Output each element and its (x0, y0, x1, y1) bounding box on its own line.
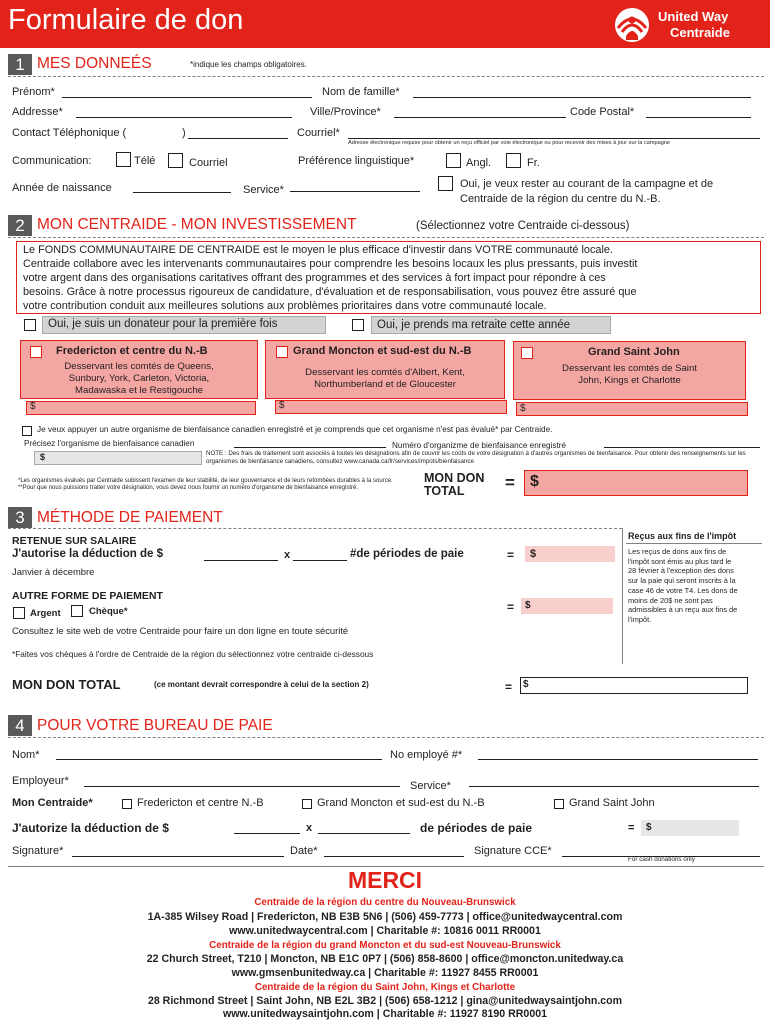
fonds-para-line-3: votre argent dans des organisations caritatives offrant des programmes et des services à fort impact pour répondre à ces (23, 272, 606, 284)
signature-label: Signature* (12, 845, 64, 857)
courriel-note: Adresse électronique requise pour obtenir un reçu officiel par voie électronique ou pour recevoir des mises à jour sur la campagne (348, 140, 671, 146)
united-way-logo-icon (612, 6, 652, 44)
office-2-name: Centraide de la région du grand Moncton et du sud-est Nouveau-Brunswick (209, 940, 561, 951)
mon-don-total-box[interactable] (520, 677, 748, 694)
section-3-number: 3 (8, 507, 32, 528)
autorize-periodes-label: de périodes de paie (420, 821, 533, 835)
ville-label: Ville/Province* (310, 106, 381, 118)
recus-divider (626, 543, 762, 544)
section-4-title: POUR VOTRE BUREAU DE PAIE (37, 717, 273, 734)
tele-label: Télé (134, 155, 156, 167)
autorize-label: J'autorize la déduction de $ (12, 821, 169, 835)
region-moncton-checkbox[interactable] (276, 346, 288, 358)
consultez-label: Consultez le site web de votre Centraide pour faire un don ligne en toute sécurité (12, 625, 349, 636)
annee-field[interactable] (133, 192, 231, 193)
retraite-label: Oui, je prends ma retraite cette année (377, 319, 571, 331)
prenom-field[interactable] (62, 97, 312, 98)
fonds-paragraph-box (16, 241, 761, 314)
autorize-total-box[interactable] (641, 820, 739, 836)
office-2-line1: 22 Church Street, T210 | Moncton, NB E1C 0P7 | (506) 858-8600 | office@moncton.unitedway.ca (146, 953, 624, 965)
opt1-checkbox[interactable] (122, 799, 132, 809)
section-1-number: 1 (8, 54, 32, 75)
contact-label: Contact Téléphonique ( (12, 127, 127, 139)
region-saint-john-name: Grand Saint John (588, 346, 680, 358)
autorize-equals: = (628, 822, 635, 834)
section-3-divider (8, 528, 622, 529)
courriel-label: Courriel* (297, 127, 340, 139)
signature-field[interactable] (72, 856, 284, 857)
adresse-field[interactable] (76, 117, 292, 118)
rester-label-2: Centraide de la région du centre du N.-B. (460, 193, 661, 205)
opt3-checkbox[interactable] (554, 799, 564, 809)
section-4-number: 4 (8, 715, 32, 736)
rester-checkbox[interactable] (438, 176, 453, 191)
recus-line-4: sur la paie qui seront inscrits à la (628, 576, 736, 586)
adresse-label: Addresse* (12, 106, 63, 118)
office-3-line1: 28 Richmond Street | Saint John, NB E2L 3B2 | (506) 658-1212 | gina@unitedwaysaintjohn.com (147, 995, 623, 1007)
region-moncton-dollar: $ (279, 400, 285, 411)
total-label-1: MON DON (424, 471, 485, 485)
premiere-fois-label: Oui, je suis un donateur pour la première fois (48, 318, 278, 330)
mon-don-total-note: (ce montant devrait correspondre à celui de la section 2) (154, 680, 369, 689)
mon-don-total-dollar: $ (523, 679, 529, 690)
office-3-line2: www.unitedwaysaintjohn.com | Charitable #: 11927 8190 RR0001 (222, 1008, 548, 1020)
recus-line-1: Les reçus de dons aux fins de (628, 547, 727, 556)
office-3-name: Centraide de la région du Saint John, Kings et Charlotte (254, 982, 516, 993)
mon-don-total-label: MON DON TOTAL (12, 677, 121, 692)
courriel-checkbox[interactable] (168, 153, 183, 168)
region-fredericton-amount[interactable] (26, 401, 256, 415)
code-postal-field[interactable] (646, 117, 751, 118)
merci-title: MERCI (347, 867, 423, 893)
region-saint-john-desc-1: Desservant les comtés de Saint (562, 363, 697, 374)
mon-centraide-label: Mon Centraide* (12, 797, 93, 809)
region-fredericton-name: Fredericton et centre du N.-B (56, 345, 208, 357)
total-amount-box[interactable] (524, 470, 748, 496)
recus-text (628, 547, 762, 625)
opt1-label: Fredericton et centre N.-B (137, 797, 264, 809)
numero-label: Numéro d'organizme de bienfaisance enregistré (392, 441, 567, 450)
nom-famille-label: Nom de famille* (322, 86, 400, 98)
region-moncton-desc-1: Desservant les comtés d'Albert, Kent, (305, 367, 465, 378)
autre-equals: = (507, 600, 515, 614)
communication-label: Communication: (12, 155, 92, 167)
autre-forme-title: AUTRE FORME DE PAIEMENT (12, 590, 163, 602)
nom-field[interactable] (56, 759, 382, 760)
mon-don-total-equals: = (505, 680, 513, 694)
recus-line-6: moins de 20$ ne sont pas (628, 595, 713, 605)
service-label: Service* (243, 184, 284, 196)
office-1-name: Centraide de la région du centre du Nouveau-Brunswick (254, 897, 516, 908)
autorize-dollar: $ (646, 822, 652, 833)
section-2-title: MON CENTRAIDE - MON INVESTISSEMENT (37, 216, 357, 233)
fonds-para-line-5: votre contribution conduit aux meilleures solutions aux problèmes prioritaires dans votre communauté locale. (23, 300, 547, 312)
prenom-label: Prénom* (12, 86, 55, 98)
footnote-evalues: *Les organismes évalués par Centraide subissent l'examen de leur stabilité, de leur gouvernance et de leurs retombées durables à la source. **Pour que nous puissions traiter votre désignation, vous devez nous fournir un numéro d'organisme de bienfaisance enregistré. (18, 478, 393, 492)
cheque-label: Chèque* (89, 606, 128, 617)
autorize-x: x (306, 822, 313, 834)
autre-org-checkbox[interactable] (22, 426, 32, 436)
periodes-field[interactable] (293, 560, 347, 561)
argent-label: Argent (30, 608, 61, 619)
total-equals: = (505, 473, 515, 492)
region-fredericton-dollar: $ (30, 401, 36, 412)
region-moncton-amount[interactable] (275, 400, 507, 414)
courriel-field[interactable] (348, 138, 760, 139)
janvier-label: Janvier à décembre (12, 566, 95, 577)
service-4-field[interactable] (469, 786, 759, 787)
required-note: *indique les champs obligatoires. (190, 60, 307, 69)
retraite-checkbox[interactable] (352, 319, 364, 331)
region-moncton-desc-2: Northumberland et de Gloucester (314, 379, 456, 390)
premiere-fois-checkbox[interactable] (24, 319, 36, 331)
autre-dollar: $ (525, 600, 531, 611)
numero-field[interactable] (604, 447, 760, 448)
fonds-para-line-4: besoins. Grâce à notre processus rigoureux de candidature, d'évaluation et de responsabilisation, vous pouvez être assuré que (23, 286, 637, 298)
region-fredericton-desc-1: Desservant les comtés de Queens, (64, 361, 214, 372)
cheque-checkbox[interactable] (71, 605, 83, 617)
section-4-divider (8, 737, 764, 738)
total-dollar: $ (530, 473, 539, 490)
date-label: Date* (290, 845, 318, 857)
region-saint-john-amount[interactable] (516, 402, 748, 416)
section-1-divider (8, 76, 764, 77)
united-way-logo (612, 6, 762, 44)
no-employe-label: No employé #* (390, 749, 463, 761)
argent-checkbox[interactable] (13, 607, 25, 619)
retenue-total-box[interactable] (525, 546, 615, 562)
region-saint-john-dollar: $ (520, 403, 526, 414)
ville-field[interactable] (394, 117, 566, 118)
form-title: Formulaire de don (8, 4, 244, 36)
header-bar (0, 0, 770, 48)
service-field[interactable] (290, 191, 420, 192)
recus-line-8: l'impôt. (628, 614, 652, 624)
fonds-para-line-2: Centraide collabore avec les intervenants communautaires pour comprendre les besoins locaux les plus pressants, puis investit (23, 258, 638, 270)
faites-label: *Faites vos chèques à l'ordre de Centraide de la région du sélectionnez votre centraide ci-dessous (12, 649, 374, 659)
recus-line-3: 28 février à l'exception des dons (628, 566, 734, 576)
total-label-2: TOTAL (424, 484, 465, 498)
autre-total-box[interactable] (521, 598, 613, 614)
pref-ling-label: Préférence linguistique* (298, 155, 415, 167)
region-moncton-name: Grand Moncton et sud-est du N.-B (293, 345, 472, 357)
fonds-para-line-1: Le FONDS COMMUNAUTAIRE DE CENTRAIDE est le moyen le plus efficace d'investir dans VOTRE communauté locale. (23, 244, 613, 256)
employeur-label: Employeur* (12, 775, 69, 787)
section-2-number: 2 (8, 215, 32, 236)
autre-amount-dollar: $ (40, 452, 46, 462)
angl-label: Angl. (466, 157, 492, 169)
autre-org-label: Je veux appuyer un autre organisme de bienfaisance canadien enregistré et je comprends que cet organisme n'est pas évalué* par Centraide. (37, 425, 553, 434)
precisez-field[interactable] (234, 447, 386, 448)
retenue-dollar: $ (530, 548, 537, 560)
autorise-label: J'autorise la déduction de $ (12, 548, 163, 560)
angl-checkbox[interactable] (446, 153, 461, 168)
fr-label: Fr. (527, 157, 540, 169)
recus-line-2: l'impôt sont émis au plus tard le (628, 556, 732, 566)
section-1-title: MES DONNEÉS (37, 55, 152, 72)
autorise-amount-field[interactable] (204, 560, 278, 561)
opt2-label: Grand Moncton et sud-est du N.-B (317, 797, 485, 809)
rester-label-1: Oui, je veux rester au courant de la campagne et de (460, 178, 714, 190)
recus-line-7: admissibles à un reçu aux fins de (628, 605, 738, 615)
nom-famille-field[interactable] (413, 97, 751, 98)
nom-label: Nom* (12, 749, 40, 761)
logo-text-2: Centraide (670, 25, 730, 40)
periodes-label: #de périodes de paie (350, 548, 464, 560)
logo-text-1: United Way (658, 9, 729, 24)
office-1-line1: 1A-385 Wilsey Road | Fredericton, NB E3B 5N6 | (506) 459-7773 | office@unitedwaycentral.com (147, 911, 623, 923)
retenue-equals: = (507, 548, 515, 562)
annee-label: Année de naissance (12, 182, 112, 194)
recus-title: Reçus aux fins de l'impôt (628, 531, 737, 541)
fr-checkbox[interactable] (506, 153, 521, 168)
section-2-subtitle: (Sélectionnez votre Centraide ci-dessous) (416, 220, 630, 232)
recus-line-5: case 46 de votre T4. Les dons de (628, 585, 738, 595)
employeur-field[interactable] (84, 786, 400, 787)
precisez-label: Précisez l'organisme de bienfaisance canadien (24, 439, 195, 448)
code-postal-label: Code Postal* (570, 106, 635, 118)
cash-note: For cash donations only (628, 856, 695, 863)
autorize-periodes-field[interactable] (318, 833, 410, 834)
service-4-label: Service* (410, 780, 451, 792)
opt2-checkbox[interactable] (302, 799, 312, 809)
opt3-label: Grand Saint John (569, 797, 655, 809)
autre-amount-box[interactable] (34, 451, 202, 465)
region-fredericton-desc-2: Sunbury, York, Carleton, Victoria, (68, 373, 210, 384)
section-3-title: MÉTHODE DE PAIEMENT (37, 509, 223, 526)
note-frais: NOTE : Des frais de traitement sont associés à toutes les désignations afin de couvrir les coûts de votre désignation à d'autres organismes de bienfaisance. Pour obtenir des renseignements sur les organismes de bienfaisance canadiens, consultez www.canada.ca/fr/services/impots/bienfaisance (206, 450, 746, 465)
contact-close: ) (182, 127, 186, 139)
autorize-amount-field[interactable] (234, 833, 300, 834)
office-2-line2: www.gmsenbunitedway.ca | Charitable #: 11927 8455 RR0001 (231, 967, 539, 979)
autorise-x: x (284, 549, 291, 561)
retenue-title: RETENUE SUR SALAIRE (12, 535, 137, 547)
region-saint-john-checkbox[interactable] (521, 347, 533, 359)
section-2-divider (8, 237, 764, 238)
courriel-option-label: Courriel (189, 157, 228, 169)
office-1-line2: www.unitedwaycentral.com | Charitable #: 10816 0011 RR0001 (229, 925, 541, 937)
tele-checkbox[interactable] (116, 152, 131, 167)
region-fredericton-desc-3: Madawaska et le Restigouche (75, 385, 203, 396)
region-fredericton-checkbox[interactable] (30, 346, 42, 358)
region-saint-john-desc-2: John, Kings et Charlotte (578, 375, 681, 386)
no-employe-field[interactable] (478, 759, 758, 760)
contact-field[interactable] (188, 138, 288, 139)
date-field[interactable] (324, 856, 464, 857)
signature-cce-label: Signature CCE* (474, 845, 552, 857)
